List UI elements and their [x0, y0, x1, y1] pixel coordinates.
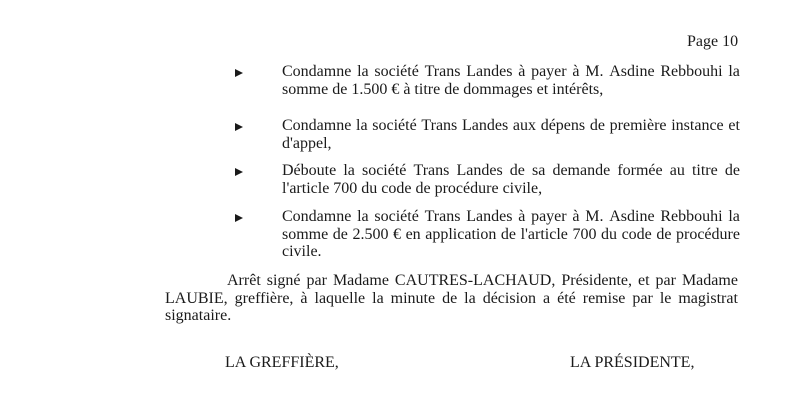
bullet-text-line: somme de 2.500 € en application de l'article 700 du code de procédure: [282, 225, 740, 243]
bullet-text-line: Condamne la société Trans Landes aux dépens de première instance et: [282, 117, 740, 134]
bullet-item: [282, 162, 740, 197]
bullet-triangle-icon: [235, 123, 243, 131]
clerk-signature-label: LA GREFFIÈRE,: [225, 354, 339, 371]
bullet-text-line: civile.: [282, 243, 322, 260]
bullet-item: [282, 63, 740, 98]
bullet-triangle-icon: [235, 69, 243, 77]
page-number: Page 10: [687, 33, 739, 50]
bullet-text-line: l'article 700 du code de procédure civile,: [282, 179, 543, 197]
bullet-text-line: Condamne la société Trans Landes à payer à M. Asdine Rebbouhi la: [282, 63, 740, 80]
bullet-text-line: Déboute la société Trans Landes de sa demande formée au titre de: [282, 162, 740, 179]
bullet-text-line: somme de 1.500 € à titre de dommages et intérêts,: [282, 80, 604, 98]
bullet-item: [282, 117, 740, 152]
paragraph-line: signataire.: [165, 307, 232, 324]
bullet-triangle-icon: [235, 214, 243, 222]
bullet-item: [282, 208, 740, 261]
paragraph-line: Arrêt signé par Madame CAUTRES-LACHAUD, Présidente, et par Madame: [227, 272, 738, 289]
signature-paragraph: [165, 272, 738, 325]
bullet-text-line: Condamne la société Trans Landes à payer à M. Asdine Rebbouhi la: [282, 208, 740, 225]
president-signature-label: LA PRÉSIDENTE,: [570, 354, 695, 371]
paragraph-line: LAUBIE, greffière, à laquelle la minute de la décision a été remise par le magistrat: [165, 289, 738, 307]
bullet-text-line: d'appel,: [282, 134, 332, 152]
bullet-triangle-icon: [235, 168, 243, 176]
